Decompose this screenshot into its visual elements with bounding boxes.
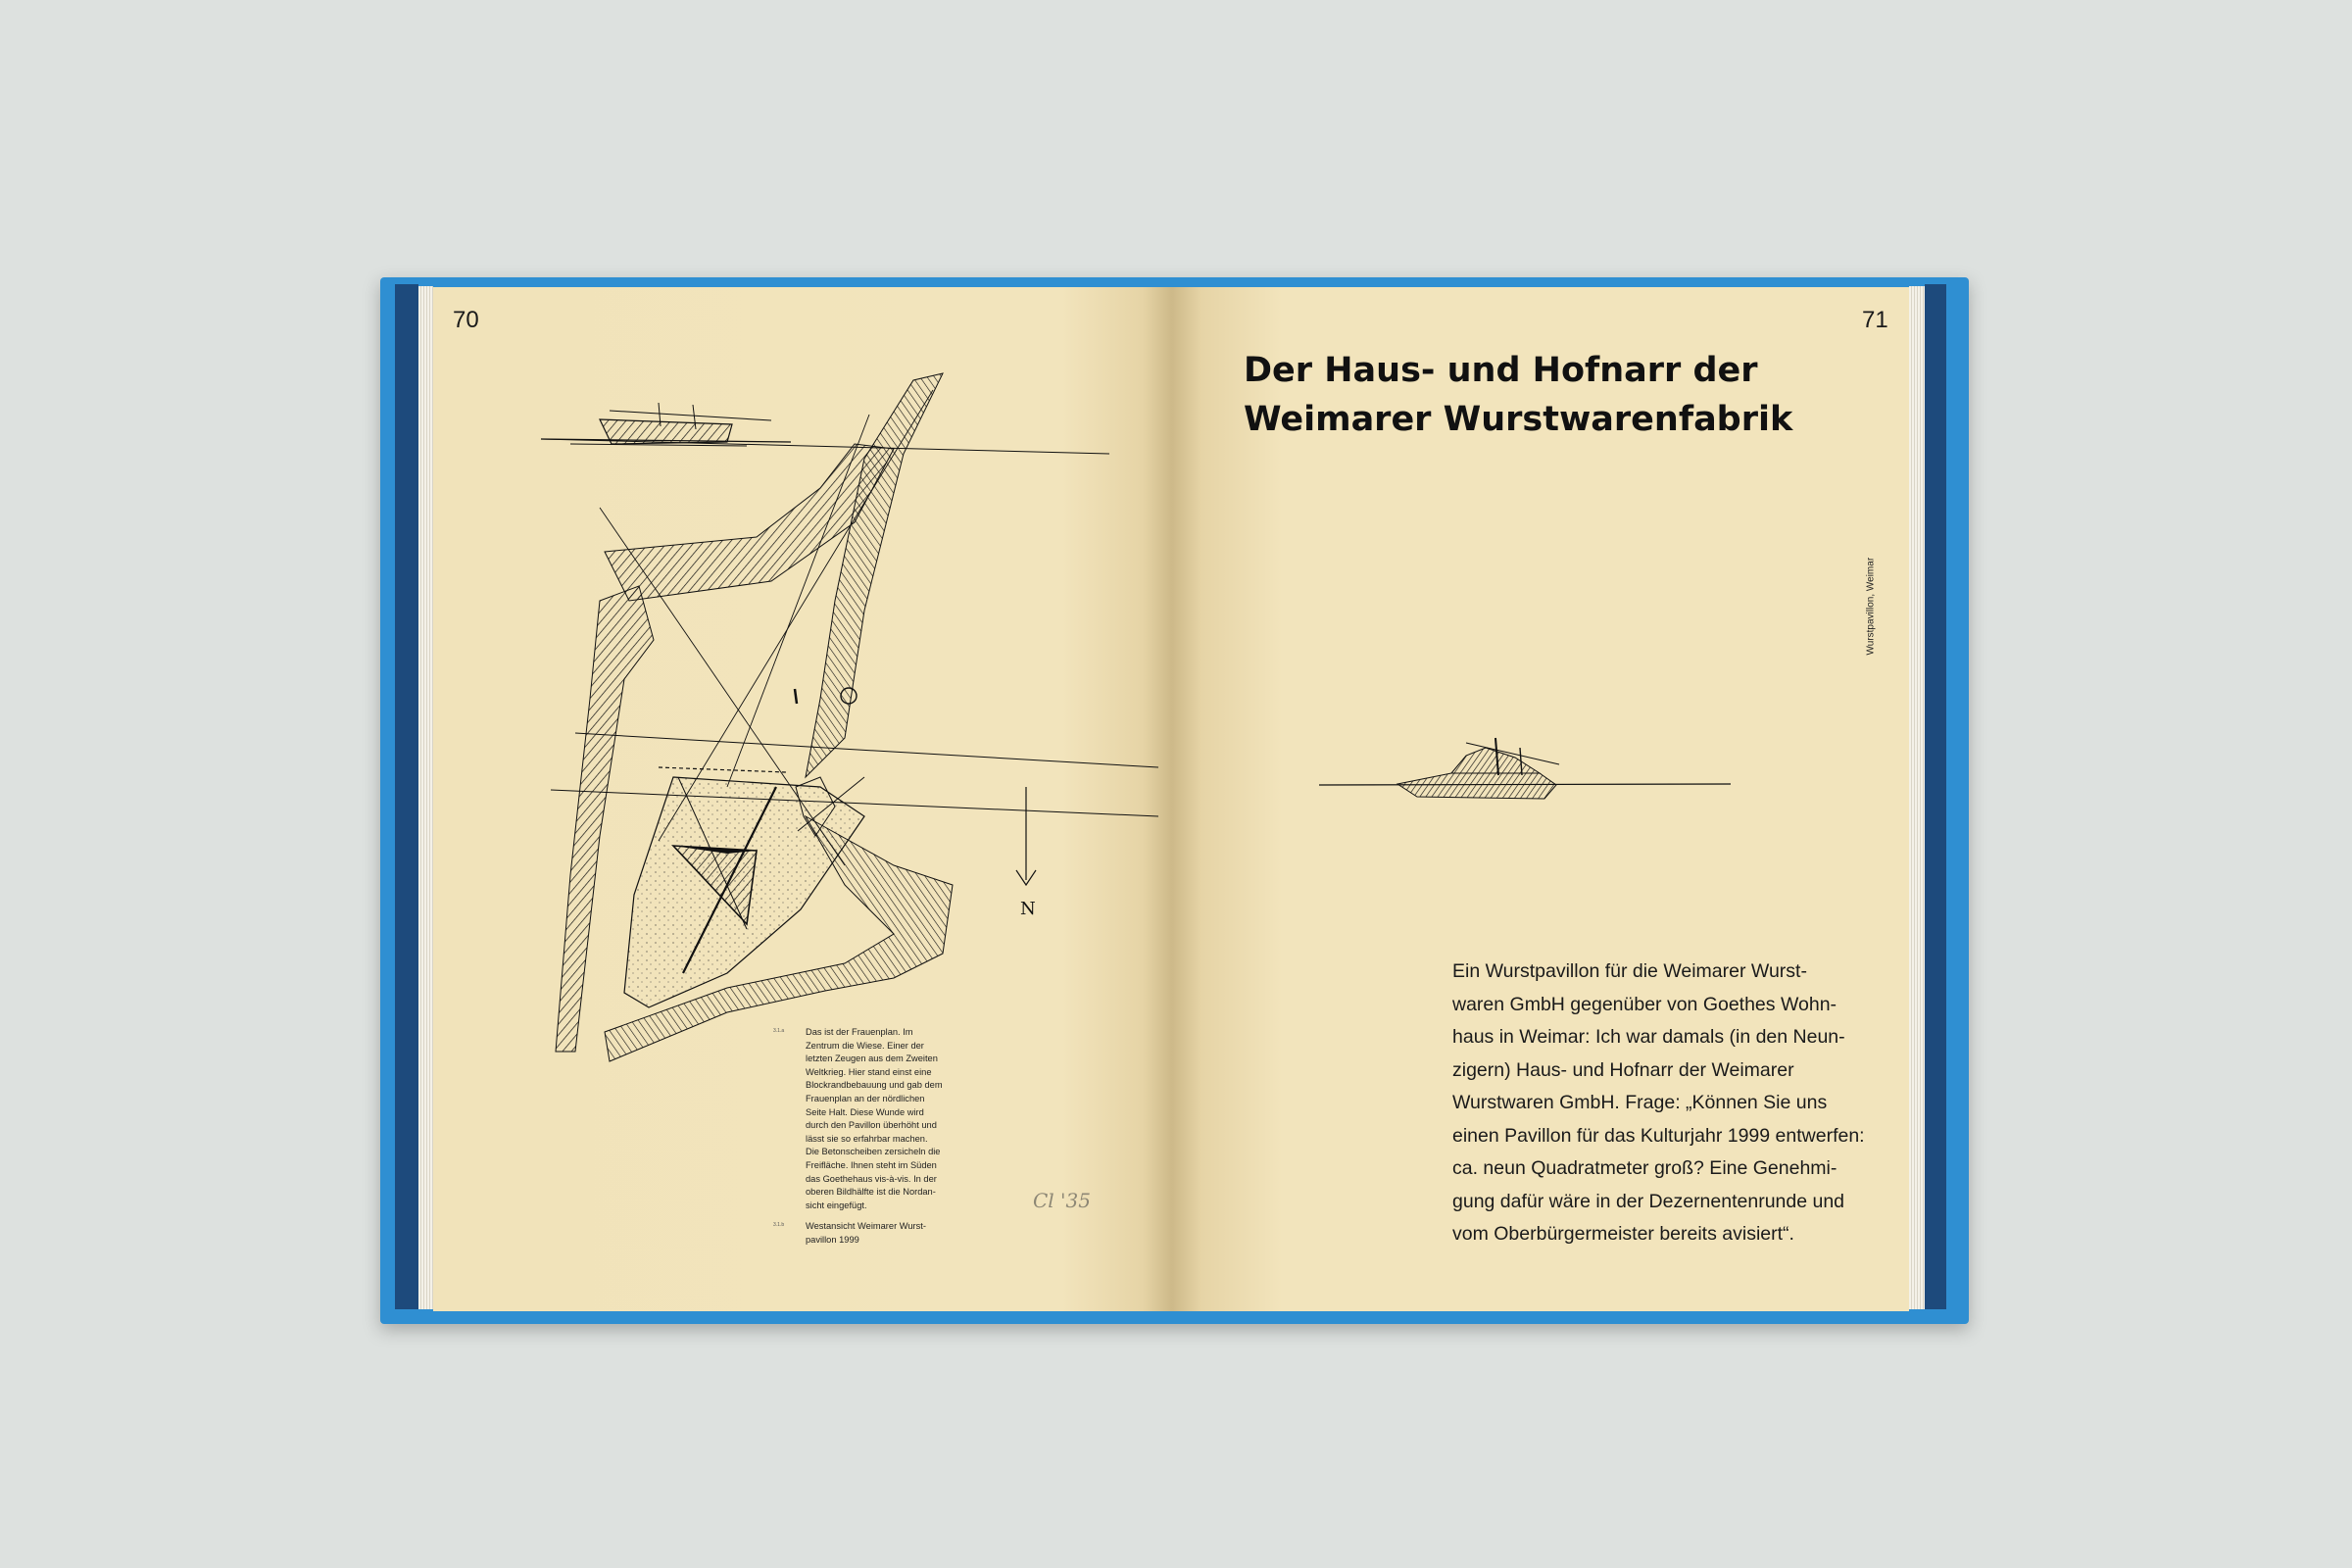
body-line: vom Oberbürgermeister bereits avisiert“. — [1452, 1223, 1794, 1245]
caption-number: 3.1.a — [773, 1028, 785, 1034]
caption-text — [806, 1026, 972, 1212]
caption-line: Freifläche. Ihnen steht im Süden — [806, 1159, 937, 1170]
body-line: Wurstwaren GmbH. Frage: „Können Sie uns — [1452, 1092, 1828, 1113]
caption-line: Frauenplan an der nördlichen — [806, 1093, 925, 1103]
right-page — [1172, 287, 1909, 1311]
caption-line: Zentrum die Wiese. Einer der — [806, 1040, 924, 1051]
body-line: einen Pavillon für das Kulturjahr 1999 entwerfen: — [1452, 1124, 1865, 1147]
caption-line: Blockrandbebauung und gab dem — [806, 1080, 943, 1091]
caption-line: Seite Halt. Diese Wunde wird — [806, 1106, 924, 1117]
site-plan-sketch — [433, 287, 1172, 1311]
caption-line: Weltkrieg. Hier stand einst eine — [806, 1066, 932, 1077]
caption-text — [806, 1220, 972, 1247]
artist-signature: Cl '35 — [1033, 1189, 1092, 1212]
page-number-right: 71 — [1862, 307, 1888, 333]
north-elevation-sketch — [541, 403, 791, 446]
caption-line: Die Betonscheiben zersicheln die — [806, 1147, 941, 1157]
caption-line: Das ist der Frauenplan. Im — [806, 1027, 913, 1037]
title-line: Weimarer Wurstwarenfabrik — [1244, 400, 1793, 439]
caption-line: durch den Pavillon überhöht und — [806, 1120, 937, 1131]
left-endpaper-strip — [395, 284, 418, 1309]
caption-line: das Goethehaus vis-à-vis. In der — [806, 1173, 937, 1184]
body-line: zigern) Haus- und Hofnarr der Weimarer — [1452, 1058, 1794, 1081]
body-line: ca. neun Quadratmeter groß? Eine Genehmi- — [1452, 1157, 1838, 1179]
running-head-text: Wurstpavillon, Weimar — [1865, 557, 1877, 656]
caption-number: 3.1.b — [773, 1222, 785, 1228]
body-line: haus in Weimar: Ich war damals (in den Neun- — [1452, 1026, 1845, 1048]
left-page-edges — [418, 286, 433, 1309]
page-number-left: 70 — [453, 307, 479, 333]
body-line: Ein Wurstpavillon für die Weimarer Wurst- — [1452, 960, 1807, 982]
caption-line: pavillon 1999 — [806, 1234, 859, 1245]
body-line: waren GmbH gegenüber von Goethes Wohn- — [1452, 993, 1838, 1015]
north-label: N — [1020, 899, 1036, 919]
caption-frauenplan — [773, 1026, 972, 1212]
caption-line: sicht eingefügt. — [806, 1200, 867, 1210]
left-page — [433, 287, 1172, 1311]
body-paragraph — [1452, 956, 1884, 1251]
caption-line: lässt sie so erfahrbar machen. — [806, 1133, 928, 1144]
caption-westansicht — [773, 1220, 972, 1247]
body-line: gung dafür wäre in der Dezernentenrunde und — [1452, 1190, 1845, 1212]
title-line: Der Haus- und Hofnarr der — [1244, 351, 1758, 390]
caption-line: Westansicht Weimarer Wurst- — [806, 1221, 926, 1231]
right-page-edges — [1909, 286, 1925, 1309]
caption-line: oberen Bildhälfte ist die Nordan- — [806, 1187, 936, 1198]
right-endpaper-strip — [1925, 284, 1946, 1309]
caption-line: letzten Zeugen aus dem Zweiten — [806, 1054, 938, 1064]
